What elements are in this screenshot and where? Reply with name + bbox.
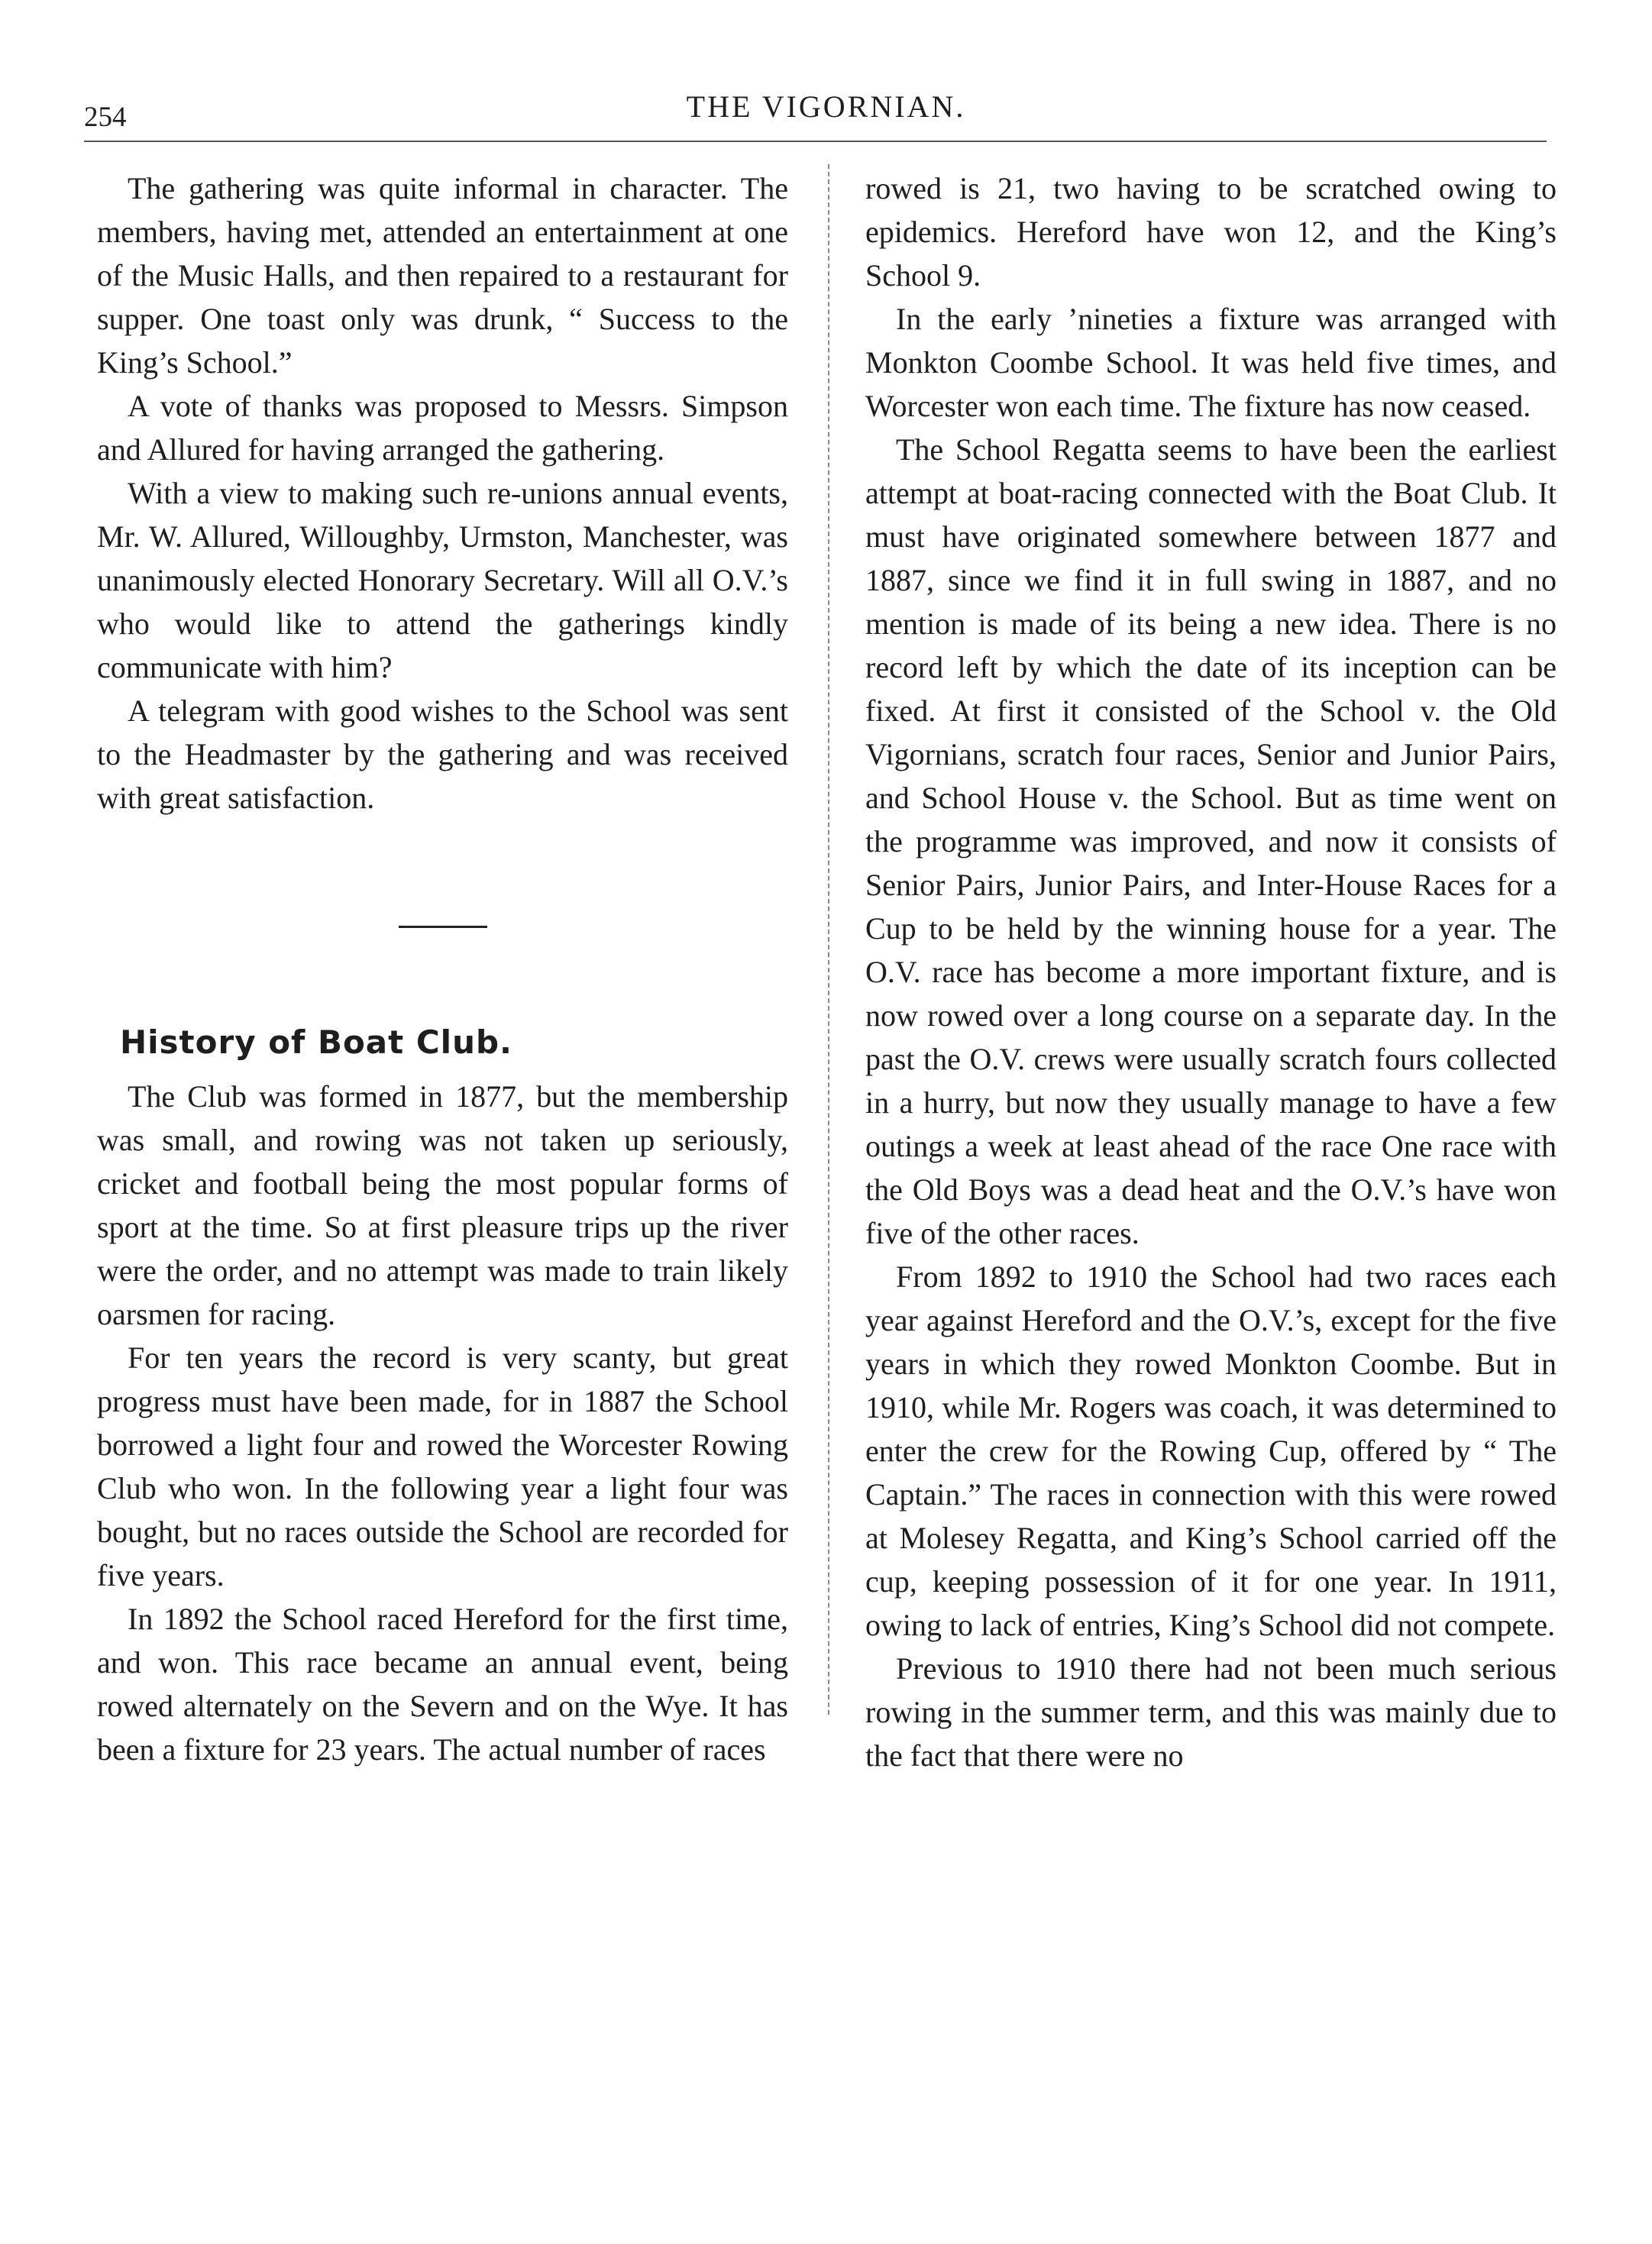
right-column (865, 167, 1557, 1777)
paragraph-monkton-coombe: In the early ’nineties a fixture was arranged with Monkton Coombe School. It was held five times, and Worcester won each time. The fixture has now ceased. (865, 302, 1557, 423)
paragraph-gathering-informal: The gathering was quite informal in character. The members, having met, attended an entertainment at one of the Music Halls, and then repaired to a restaurant for supper. One toast only was drunk, “ Success to the King’s School.” (97, 171, 788, 380)
paragraph-summer-term: Previous to 1910 there had not been much serious rowing in the summer term, and this was mainly due to the fact that there were no (865, 1651, 1557, 1773)
running-head-title: THE VIGORNIAN. (686, 89, 966, 124)
paragraph-honorary-secretary: With a view to making such re-unions annual events, Mr. W. Allured, Willoughby, Urmston, Manchester, was unanimously elected Honorary Secretary. Will all O.V.’s who would like to attend the gatherings kindly communicate with him? (97, 476, 788, 684)
paragraph-ten-years-record: For ten years the record is very scanty, but great progress must have been made, for in 1887 the School borrowed a light four and rowed the Worcester Rowing Club who won. In the following year a light four was bought, but no races outside the School are recorded for five years. (97, 1340, 788, 1592)
paragraph-vote-of-thanks: A vote of thanks was proposed to Messrs. Simpson and Allured for having arranged the gathering. (97, 389, 788, 467)
page-number: 254 (84, 102, 127, 133)
section-break-rule (399, 926, 487, 928)
paragraph-club-formed: The Club was formed in 1877, but the membership was small, and rowing was not taken up seriously, cricket and football being the most popular forms of sport at the time. So at first pleasure trips up the river were the order, and no attempt was made to train likely oarsmen for racing. (97, 1079, 788, 1331)
column-divider (828, 164, 829, 1715)
left-column (97, 167, 788, 1771)
section-title: History of Boat Club. (120, 1023, 512, 1061)
header-rule (84, 141, 1547, 142)
paragraph-races-rowed: rowed is 21, two having to be scratched owing to epidemics. Hereford have won 12, and the King’s School 9. (865, 171, 1557, 293)
paragraph-telegram: A telegram with good wishes to the School was sent to the Headmaster by the gathering and was received with great satisfaction. (97, 694, 788, 815)
paragraph-school-regatta: The School Regatta seems to have been the earliest attempt at boat-racing connected with the Boat Club. It must have originated somewhere between 1877 and 1887, since we find it in full swing in 1887, and no mention is made of its being a new idea. There is no record left by which the date of its inception can be fixed. At first it consisted of the School v. the Old Vigornians, scratch four races, Senior and Junior Pairs, and School House v. the School. But as time went on the programme was improved, and now it consists of Senior Pairs, Junior Pairs, and Inter-House Races for a Cup to be held by the winning house for a year. The O.V. race has become a more important fixture, and is now rowed over a long course on a separate day. In the past the O.V. crews were usually scratch fours collected in a hurry, but now they usually manage to have a few outings a week at least ahead of the race One race with the Old Boys was a dead heat and the O.V.’s have won five of the other races. (865, 432, 1557, 1250)
paragraph-rowing-cup: From 1892 to 1910 the School had two races each year against Hereford and the O.V.’s, except for the five years in which they rowed Monkton Coombe. But in 1910, while Mr. Rogers was coach, it was determined to enter the crew for the Rowing Cup, offered by “ The Captain.” The races in connection with this were rowed at Molesey Regatta, and King’s School carried off the cup, keeping possession of it for one year. In 1911, owing to lack of entries, King’s School did not compete. (865, 1259, 1557, 1642)
paragraph-hereford-race: In 1892 the School raced Hereford for the first time, and won. This race became an annual event, being rowed alternately on the Severn and on the Wye. It has been a fixture for 23 years. The actual number of races (97, 1602, 788, 1767)
